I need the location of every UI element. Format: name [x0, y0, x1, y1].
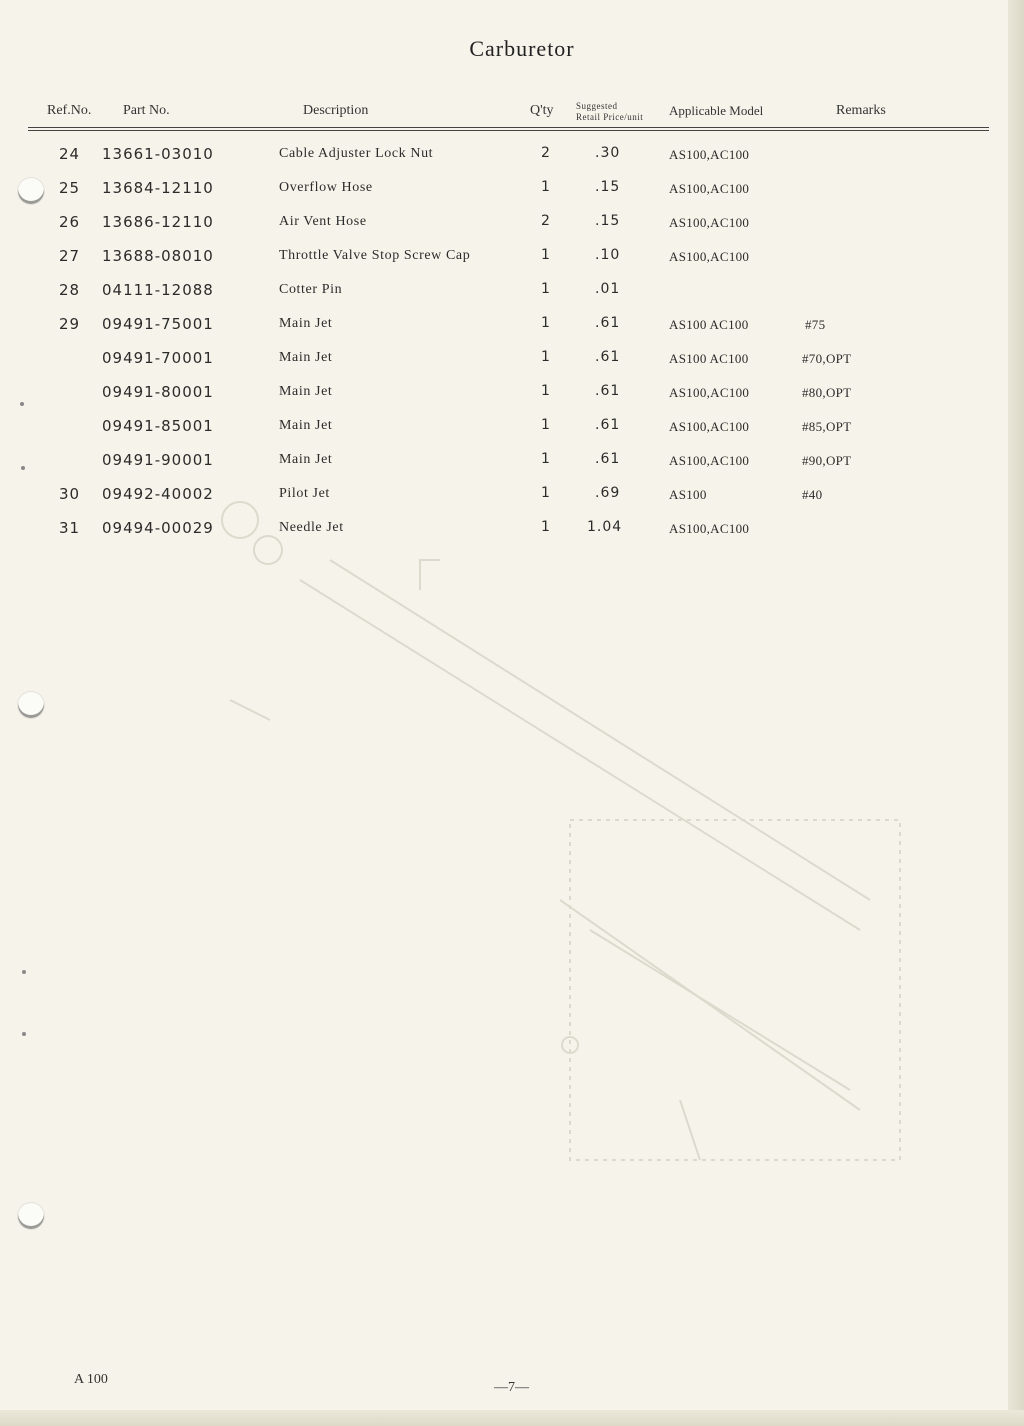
speck — [22, 1032, 26, 1036]
applicable-model: AS100,AC100 — [669, 453, 750, 468]
quantity: 1 — [541, 349, 551, 365]
part-no: 13688-08010 — [102, 247, 214, 265]
price: .61 — [595, 349, 621, 365]
page-edge-right — [1008, 0, 1024, 1426]
remarks: #70,OPT — [802, 351, 852, 366]
part-no: 09494-00029 — [102, 519, 214, 537]
quantity: 1 — [541, 417, 551, 433]
applicable-model: AS100,AC100 — [669, 385, 750, 400]
quantity: 2 — [541, 213, 551, 229]
ref-no: 25 — [59, 179, 81, 197]
quantity: 1 — [541, 485, 551, 501]
footer-model-label: A 100 — [74, 1372, 108, 1387]
header-rule-bottom — [28, 130, 989, 131]
page-title: Carburetor — [469, 36, 575, 61]
header-rule-top — [28, 127, 989, 128]
applicable-model: AS100 — [669, 487, 707, 502]
price: .01 — [595, 281, 621, 297]
description: Cotter Pin — [279, 282, 343, 297]
ref-no: 31 — [59, 519, 81, 537]
part-no: 09491-85001 — [102, 417, 214, 435]
applicable-model: AS100,AC100 — [669, 215, 750, 230]
price: .30 — [595, 145, 621, 161]
part-no: 13661-03010 — [102, 145, 214, 163]
description: Main Jet — [279, 350, 333, 365]
description: Main Jet — [279, 316, 333, 331]
speck — [21, 466, 25, 470]
quantity: 1 — [541, 179, 551, 195]
description: Main Jet — [279, 384, 333, 399]
header-description: Description — [303, 103, 369, 118]
part-no: 09492-40002 — [102, 485, 214, 503]
description: Pilot Jet — [279, 486, 330, 501]
applicable-model: AS100 AC100 — [669, 351, 749, 366]
speck — [22, 970, 26, 974]
header-qty: Q'ty — [530, 103, 554, 118]
punch-hole-top — [18, 178, 44, 204]
applicable-model: AS100,AC100 — [669, 419, 750, 434]
remarks: #40 — [802, 487, 823, 502]
description: Throttle Valve Stop Screw Cap — [279, 248, 471, 263]
ref-no: 28 — [59, 281, 81, 299]
quantity: 1 — [541, 519, 551, 535]
quantity: 2 — [541, 145, 551, 161]
ref-no: 27 — [59, 247, 81, 265]
price: .61 — [595, 383, 621, 399]
description: Overflow Hose — [279, 180, 373, 195]
remarks: #80,OPT — [802, 385, 852, 400]
part-no: 09491-90001 — [102, 451, 214, 469]
description: Cable Adjuster Lock Nut — [279, 146, 434, 161]
applicable-model: AS100,AC100 — [669, 147, 750, 162]
part-no: 13686-12110 — [102, 213, 214, 231]
remarks: #90,OPT — [802, 453, 852, 468]
ref-no: 24 — [59, 145, 81, 163]
remarks: #85,OPT — [802, 419, 852, 434]
quantity: 1 — [541, 281, 551, 297]
part-no: 09491-70001 — [102, 349, 214, 367]
ref-no: 26 — [59, 213, 81, 231]
applicable-model: AS100,AC100 — [669, 181, 750, 196]
page-edge-bottom — [0, 1410, 1024, 1426]
quantity: 1 — [541, 315, 551, 331]
part-no: 04111-12088 — [102, 281, 214, 299]
header-part-no: Part No. — [123, 103, 170, 118]
price: .61 — [595, 315, 621, 331]
punch-hole-middle — [18, 692, 44, 718]
price: 1.04 — [587, 519, 623, 535]
ref-no: 29 — [59, 315, 81, 333]
price: .61 — [595, 451, 621, 467]
price: .15 — [595, 179, 621, 195]
description: Main Jet — [279, 452, 333, 467]
header-price-line1: Suggested — [576, 101, 618, 111]
price: .15 — [595, 213, 621, 229]
applicable-model: AS100,AC100 — [669, 521, 750, 536]
price: .61 — [595, 417, 621, 433]
applicable-model: AS100,AC100 — [669, 249, 750, 264]
header-applicable-model: Applicable Model — [669, 103, 764, 118]
speck — [20, 402, 24, 406]
part-no: 13684-12110 — [102, 179, 214, 197]
header-ref-no: Ref.No. — [47, 103, 92, 118]
part-no: 09491-75001 — [102, 315, 214, 333]
description: Needle Jet — [279, 520, 344, 535]
description: Air Vent Hose — [279, 214, 367, 229]
remarks: #75 — [805, 317, 826, 332]
quantity: 1 — [541, 383, 551, 399]
quantity: 1 — [541, 451, 551, 467]
applicable-model: AS100 AC100 — [669, 317, 749, 332]
header-remarks: Remarks — [836, 103, 886, 118]
price: .69 — [595, 485, 621, 501]
page-number: —7— — [494, 1380, 529, 1395]
ref-no: 30 — [59, 485, 81, 503]
punch-hole-bottom — [18, 1203, 44, 1229]
description: Main Jet — [279, 418, 333, 433]
part-no: 09491-80001 — [102, 383, 214, 401]
price: .10 — [595, 247, 621, 263]
header-price-line2: Retail Price/unit — [576, 112, 644, 122]
quantity: 1 — [541, 247, 551, 263]
